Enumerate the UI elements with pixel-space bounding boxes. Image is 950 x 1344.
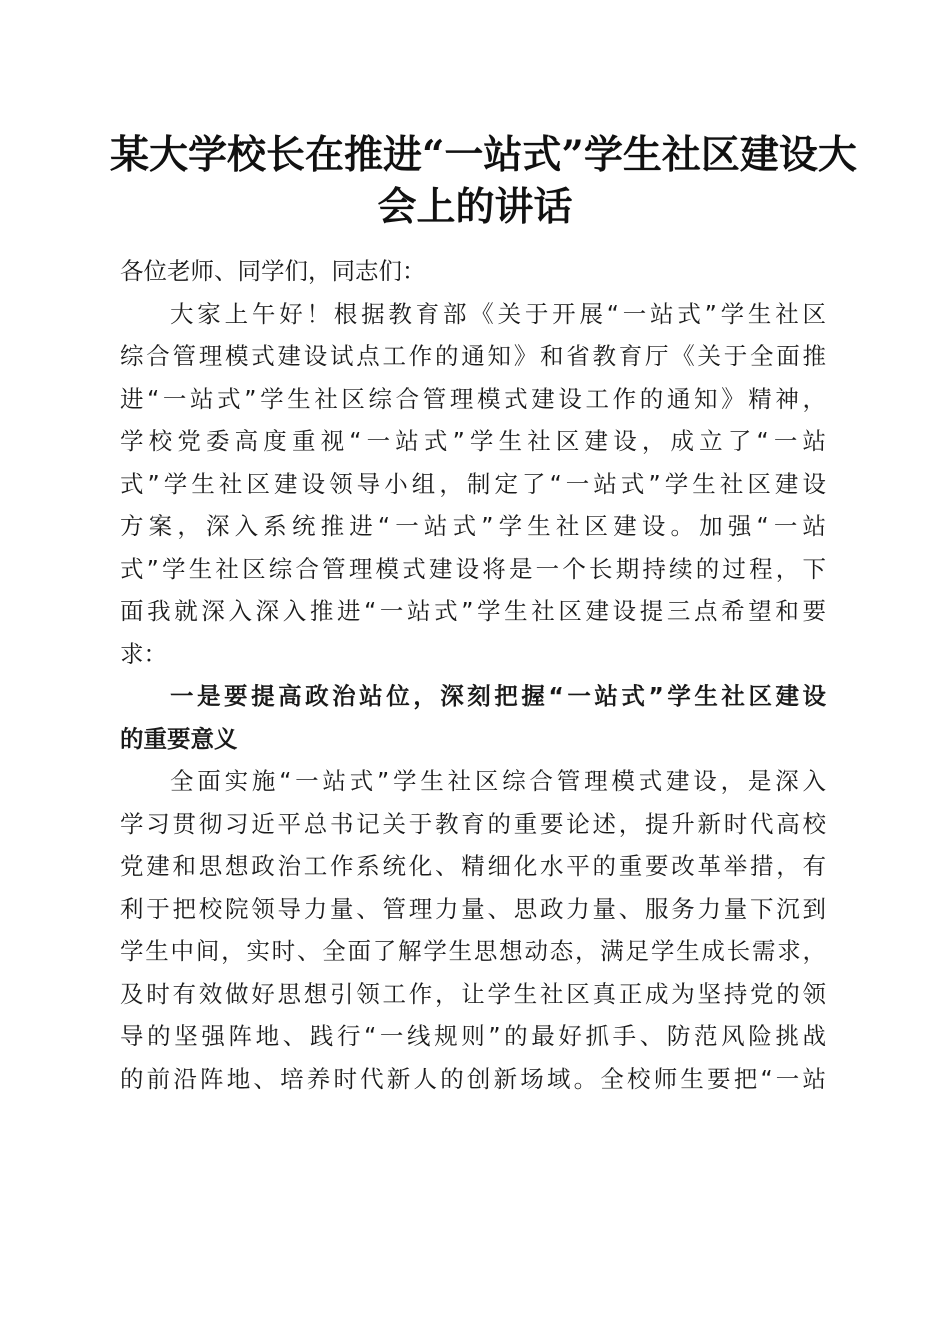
paragraph-line: 全面实施“一站式”学生社区综合管理模式建设，是深入 xyxy=(170,767,826,795)
salutation: 各位老师、同学们，同志们： xyxy=(120,257,426,285)
heading-line: 的重要意义 xyxy=(120,724,238,753)
document-body xyxy=(120,250,826,1100)
paragraph-line: 学校党委高度重视“一站式”学生社区建设，成立了“一站 xyxy=(120,427,826,455)
paragraph-intro xyxy=(120,293,826,676)
paragraph-line: 学生中间，实时、全面了解学生思想动态，满足学生成长需求， xyxy=(120,937,826,965)
paragraph-line: 导的坚强阵地、践行“一线规则”的最好抓手、防范风险挑战 xyxy=(120,1022,826,1050)
section-heading-1 xyxy=(120,675,826,760)
paragraph-line: 的前沿阵地、培养时代新人的创新场域。全校师生要把“一站 xyxy=(120,1064,826,1093)
paragraph-line: 综合管理模式建设试点工作的通知》和省教育厅《关于全面推 xyxy=(120,342,826,370)
paragraph-line: 大家上午好！根据教育部《关于开展“一站式”学生社区 xyxy=(170,299,826,328)
paragraph-line: 进“一站式”学生社区综合管理模式建设工作的通知》精神， xyxy=(120,384,826,413)
paragraph-line: 求： xyxy=(120,639,167,668)
paragraph-line: 及时有效做好思想引领工作，让学生社区真正成为坚持党的领 xyxy=(120,979,826,1008)
paragraph-line: 方案，深入系统推进“一站式”学生社区建设。加强“一站 xyxy=(120,512,826,540)
heading-line: 一是要提高政治站位，深刻把握“一站式”学生社区建设 xyxy=(170,682,826,710)
title-line-2: 会上的讲话 xyxy=(377,184,573,230)
document-title xyxy=(110,129,857,233)
paragraph-significance xyxy=(120,760,826,1100)
paragraph-line: 学习贯彻习近平总书记关于教育的重要论述，提升新时代高校 xyxy=(120,809,826,838)
paragraph-line: 利于把校院领导力量、管理力量、思政力量、服务力量下沉到 xyxy=(120,894,826,923)
paragraph-line: 面我就深入深入推进“一站式”学生社区建设提三点希望和要 xyxy=(120,597,826,625)
title-line-1: 某大学校长在推进“一站式”学生社区建设大 xyxy=(110,132,857,178)
paragraph-line: 式”学生社区建设领导小组，制定了“一站式”学生社区建设 xyxy=(120,469,826,498)
paragraph-line: 式”学生社区综合管理模式建设将是一个长期持续的过程，下 xyxy=(120,554,826,583)
paragraph-line: 党建和思想政治工作系统化、精细化水平的重要改革举措，有 xyxy=(120,852,826,880)
